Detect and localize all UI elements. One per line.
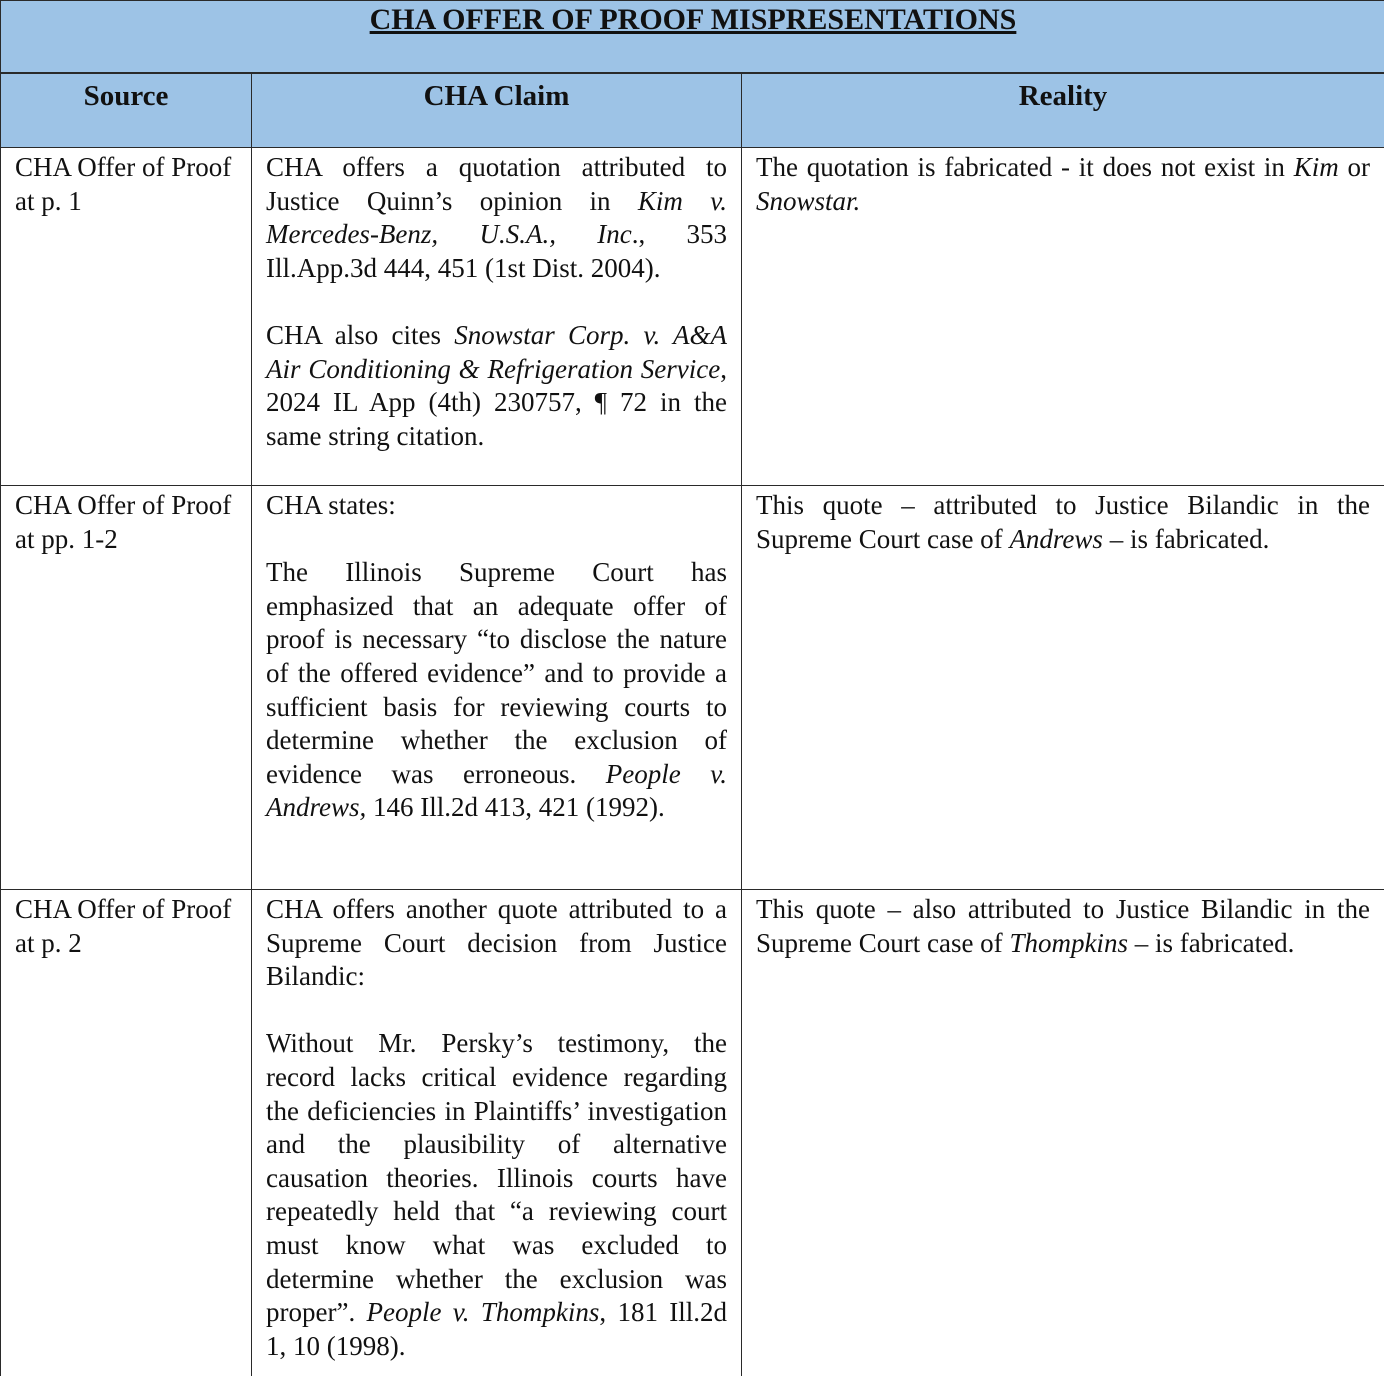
case-name: Andrews [1009, 523, 1103, 554]
case-name: Kim [1293, 152, 1339, 182]
claim-quote-paragraph [266, 1027, 727, 1363]
reality-text: The quotation is fabricated - it does not exist in [756, 152, 1294, 182]
case-name: Kim v. Mercedes-Benz, U.S.A., Inc [266, 185, 727, 250]
claim-paragraph: CHA offers another quote attributed to a Supreme Court decision from Justice Bilandic: [266, 894, 727, 992]
reality-text: or [1338, 152, 1370, 182]
case-name: Snowstar. [756, 185, 861, 216]
source-cell [1, 890, 252, 1376]
case-name: Thompkins [1009, 927, 1128, 958]
reality-paragraph [756, 489, 1370, 556]
case-name: Snowstar Corp. v. A&A Air Conditioning & Refrigeration Service [266, 319, 727, 384]
claim-paragraph [266, 151, 727, 285]
claim-text: Without Mr. Persky’s testimony, the record lacks critical evidence regarding the deficiencies in Plaintiffs’ investigation and the plausibility of alternative causation theories. Illinois courts have repeatedly held that “a reviewing court must know what was excluded to determine whether the exclusion was proper”. [266, 1028, 727, 1328]
reality-cell [742, 148, 1384, 486]
claim-text: CHA offers a quotation attributed to Justice Quinn’s opinion in [266, 152, 727, 216]
reality-text: – is fabricated. [1102, 523, 1270, 554]
table-row [1, 148, 1384, 486]
case-name: People v. Andrews, [266, 758, 727, 823]
header-reality: Reality [742, 74, 1384, 148]
reality-paragraph [756, 151, 1370, 218]
claim-cell [252, 148, 742, 486]
claim-text: ., 353 Ill.App.3d 444, 451 (1st Dist. 2004). [266, 219, 728, 283]
table-row [1, 486, 1384, 890]
table-row [1, 890, 1384, 1376]
claim-paragraph: CHA states: [266, 490, 396, 520]
claim-text: , 181 Ill.2d 1, 10 (1998). [266, 1297, 728, 1361]
source-cell [1, 486, 252, 890]
source-text: CHA Offer of Proof at pp. 1-2 [15, 490, 232, 554]
source-text: CHA Offer of Proof at p. 1 [15, 152, 232, 216]
reality-text: This quote – attributed to Justice Bilandic in the Supreme Court case of [756, 490, 1370, 554]
claim-cell [252, 890, 742, 1376]
reality-paragraph [756, 893, 1370, 960]
header-cha-claim: CHA Claim [252, 74, 742, 148]
table-title-bar [0, 0, 1384, 73]
reality-cell [742, 486, 1384, 890]
table-title: CHA OFFER OF PROOF MISPRESENTATIONS [369, 3, 1017, 36]
claim-cell [252, 486, 742, 890]
claim-text: , 2024 IL App (4th) 230757, ¶ 72 in the same string citation. [266, 353, 727, 451]
claim-quote-paragraph [266, 556, 727, 825]
reality-cell [742, 890, 1384, 1376]
claim-text: 146 Ill.2d 413, 421 (1992). [366, 792, 665, 823]
reality-text: – is fabricated. [1127, 927, 1295, 958]
reality-text: This quote – also attributed to Justice Bilandic in the Supreme Court case of [756, 894, 1370, 958]
source-text: CHA Offer of Proof at p. 2 [15, 894, 232, 958]
header-row [1, 74, 1384, 148]
source-cell [1, 148, 252, 486]
claim-paragraph [266, 319, 727, 453]
claim-text: The Illinois Supreme Court has emphasized that an adequate offer of proof is necessary “to disclose the nature of the offered evidence” and to provide a sufficient basis for reviewing courts to determine whether the exclusion of evidence was erroneous. [266, 557, 727, 789]
case-name: People v. Thompkins [366, 1297, 600, 1328]
misrepresentations-table [0, 73, 1384, 1376]
header-source: Source [1, 74, 252, 148]
claim-text: CHA also cites [266, 319, 455, 350]
